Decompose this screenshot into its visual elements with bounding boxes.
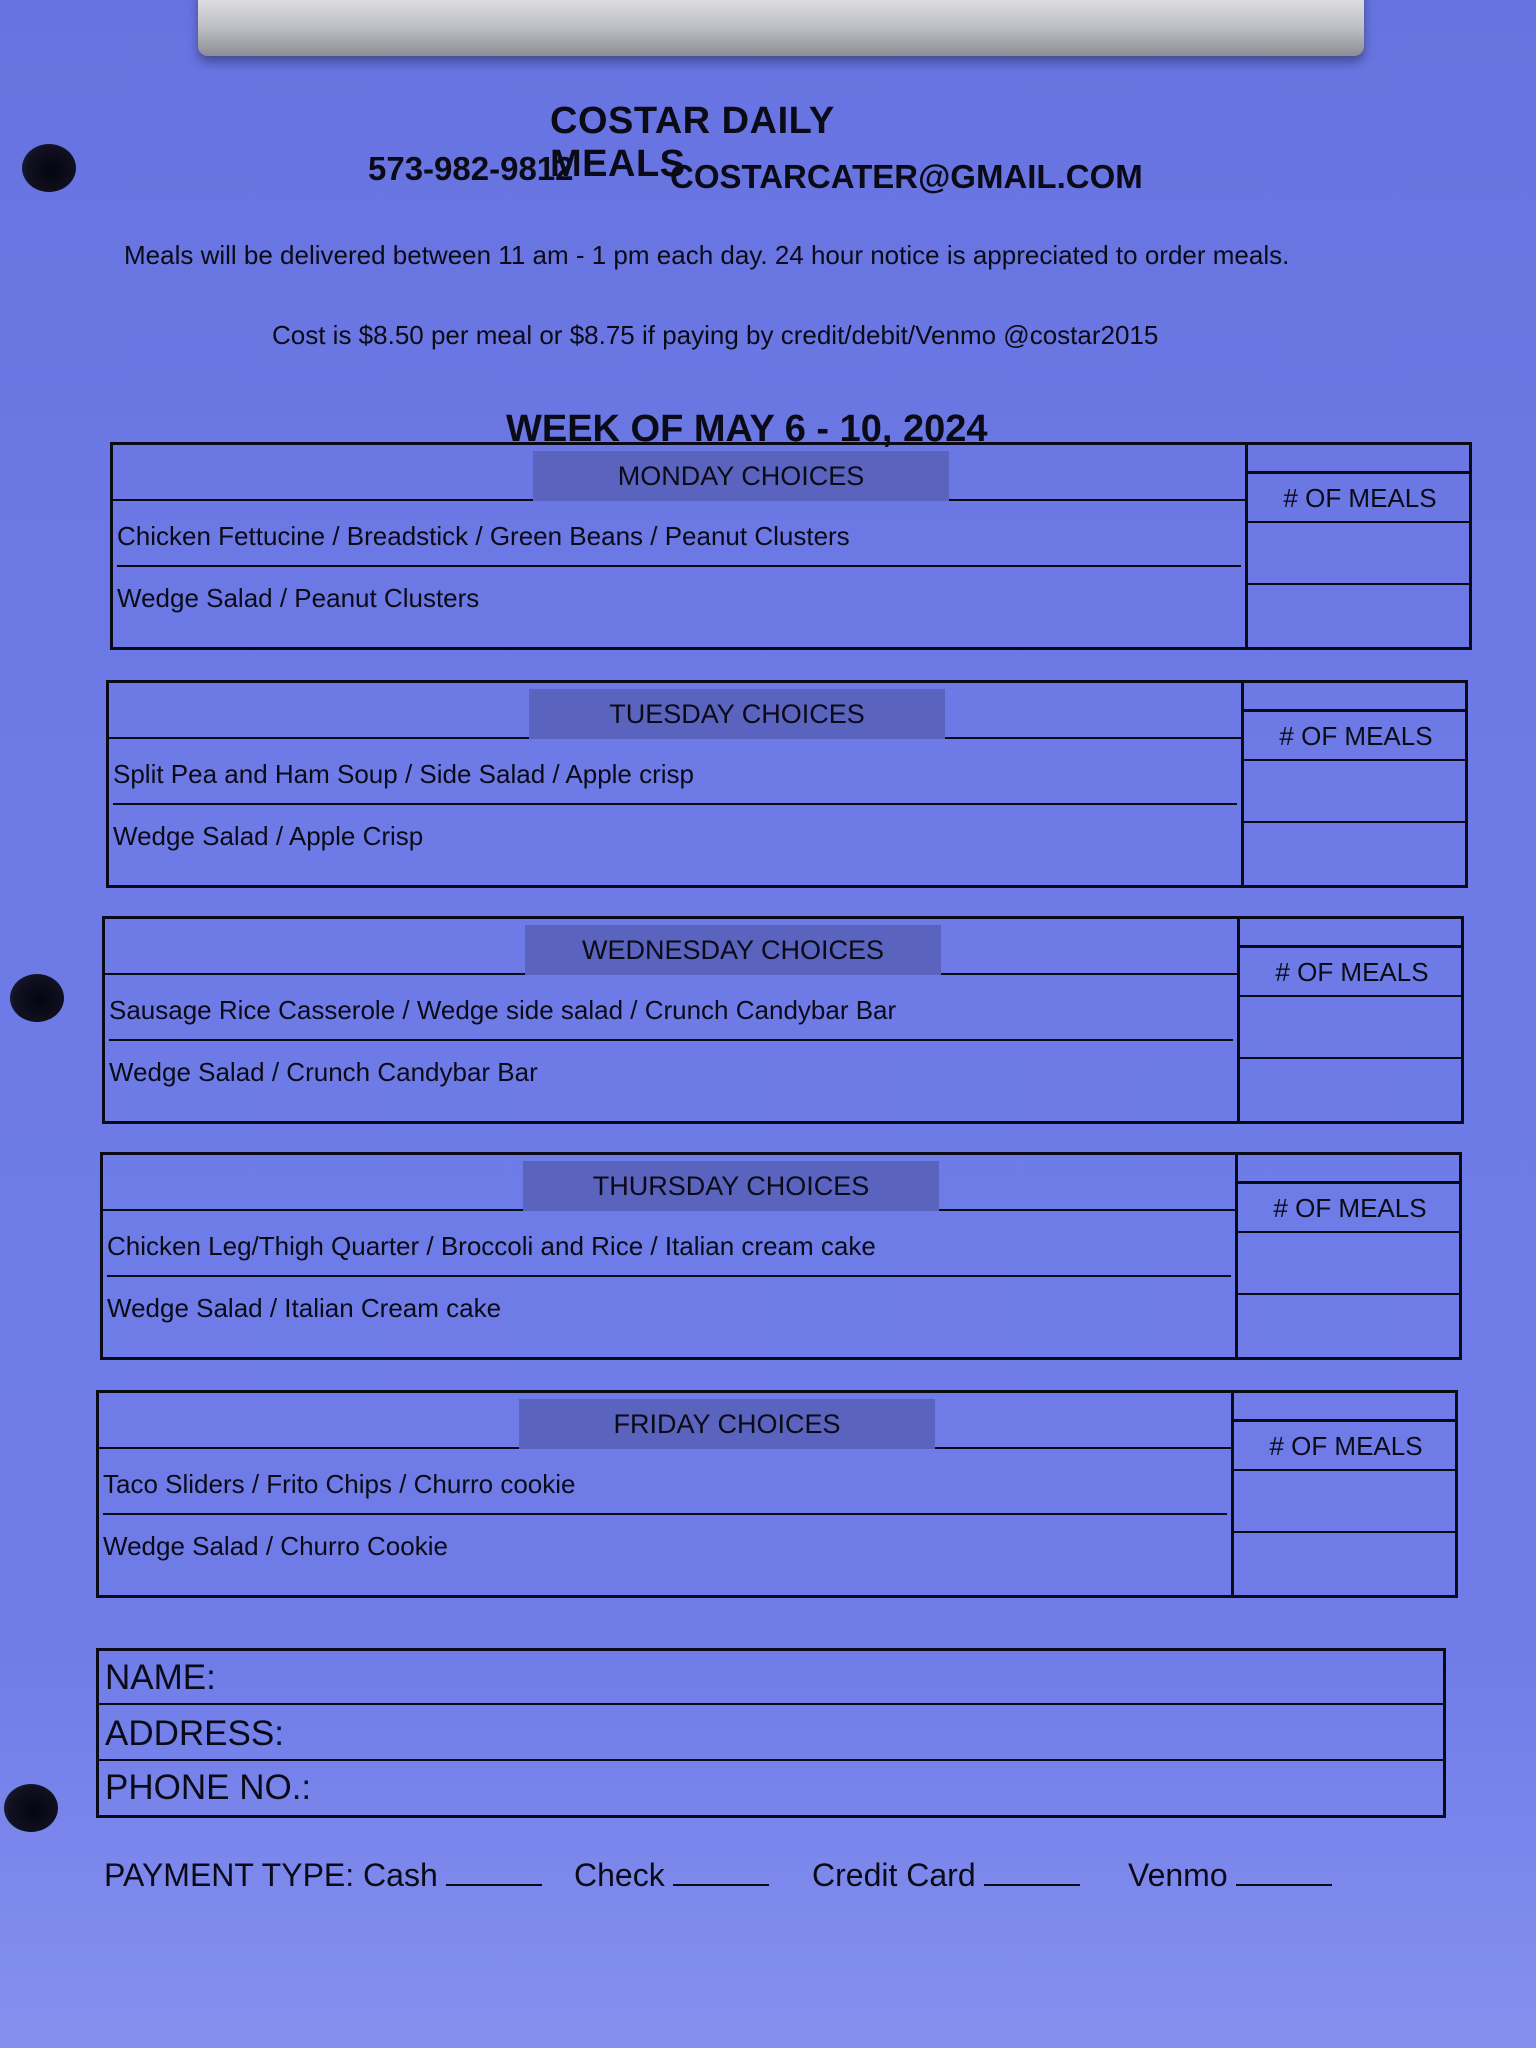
- menu-option: Split Pea and Ham Soup / Side Salad / Apple crisp: [113, 743, 1237, 805]
- payment-type-row: [104, 1850, 1404, 1900]
- payment-credit: [812, 1850, 1080, 1900]
- meals-count-field[interactable]: [1244, 761, 1468, 823]
- payment-check: [574, 1850, 769, 1900]
- day-label: WEDNESDAY CHOICES: [525, 925, 941, 975]
- clipboard-clip: [198, 0, 1364, 56]
- monday-table: [110, 442, 1472, 650]
- name-field[interactable]: [99, 1651, 1443, 1705]
- contact-table: [96, 1648, 1446, 1818]
- meals-count-field[interactable]: [1248, 585, 1472, 647]
- thursday-table: [100, 1152, 1462, 1360]
- week-heading: WEEK OF MAY 6 - 10, 2024: [506, 408, 988, 450]
- cash-blank[interactable]: [446, 1854, 542, 1886]
- punch-hole: [4, 1784, 58, 1832]
- table-header-row: [99, 1393, 1231, 1449]
- punch-hole: [22, 144, 76, 192]
- phone-number: 573-982-9812: [368, 150, 574, 187]
- menu-option: Wedge Salad / Italian Cream cake: [107, 1293, 502, 1323]
- email-address: COSTARCATER@GMAIL.COM: [670, 158, 1143, 195]
- table-header-row: [113, 445, 1245, 501]
- cost-note: Cost is $8.50 per meal or $8.75 if paying by credit/debit/Venmo @costar2015: [272, 320, 1159, 350]
- venmo-blank[interactable]: [1236, 1854, 1332, 1886]
- meals-count-field[interactable]: [1238, 1295, 1462, 1357]
- day-label: FRIDAY CHOICES: [519, 1399, 935, 1449]
- meals-column: [1237, 919, 1464, 1121]
- menu-option: Chicken Leg/Thigh Quarter / Broccoli and Rice / Italian cream cake: [107, 1215, 1231, 1277]
- menu-option: Wedge Salad / Peanut Clusters: [117, 583, 480, 613]
- meals-header: # OF MEALS: [1248, 471, 1472, 523]
- credit-label: Credit Card: [812, 1857, 976, 1893]
- meals-count-field[interactable]: [1234, 1471, 1458, 1533]
- payment-label: PAYMENT TYPE: Cash: [104, 1857, 438, 1893]
- friday-table: [96, 1390, 1458, 1598]
- page-title: COSTAR DAILY MEALS: [550, 100, 835, 185]
- delivery-note: Meals will be delivered between 11 am - 1 pm each day. 24 hour notice is appreciated to order meals.: [124, 240, 1290, 270]
- name-label: NAME:: [105, 1658, 216, 1697]
- punch-hole: [10, 974, 64, 1022]
- meals-header: # OF MEALS: [1234, 1419, 1458, 1471]
- phone-field[interactable]: [99, 1761, 1443, 1815]
- check-blank[interactable]: [673, 1854, 769, 1886]
- meals-column: [1241, 683, 1468, 885]
- meals-column: [1235, 1155, 1462, 1357]
- payment-venmo: [1128, 1850, 1332, 1900]
- meals-count-field[interactable]: [1238, 1233, 1462, 1295]
- address-field[interactable]: [99, 1707, 1443, 1761]
- meals-count-field[interactable]: [1244, 823, 1468, 885]
- tuesday-table: [106, 680, 1468, 888]
- wednesday-table: [102, 916, 1464, 1124]
- meals-header: # OF MEALS: [1244, 709, 1468, 761]
- table-header-row: [105, 919, 1237, 975]
- menu-option: Chicken Fettucine / Breadstick / Green Beans / Peanut Clusters: [117, 505, 1241, 567]
- meals-count-field[interactable]: [1240, 997, 1464, 1059]
- meals-header: # OF MEALS: [1240, 945, 1464, 997]
- table-header-row: [109, 683, 1241, 739]
- menu-option: Taco Sliders / Frito Chips / Churro cookie: [103, 1453, 1227, 1515]
- payment-cash: [104, 1850, 542, 1900]
- meals-count-field[interactable]: [1240, 1059, 1464, 1121]
- meals-column: [1231, 1393, 1458, 1595]
- address-label: ADDRESS:: [105, 1714, 284, 1753]
- phone-label: PHONE NO.:: [105, 1768, 312, 1807]
- meals-column: [1245, 445, 1472, 647]
- meals-count-field[interactable]: [1234, 1533, 1458, 1595]
- menu-option: Wedge Salad / Crunch Candybar Bar: [109, 1057, 538, 1087]
- table-header-row: [103, 1155, 1235, 1211]
- meals-count-field[interactable]: [1248, 523, 1472, 585]
- check-label: Check: [574, 1857, 665, 1893]
- venmo-label: Venmo: [1128, 1857, 1228, 1893]
- day-label: MONDAY CHOICES: [533, 451, 949, 501]
- menu-option: Wedge Salad / Churro Cookie: [103, 1531, 448, 1561]
- day-label: TUESDAY CHOICES: [529, 689, 945, 739]
- menu-option: Wedge Salad / Apple Crisp: [113, 821, 424, 851]
- day-label: THURSDAY CHOICES: [523, 1161, 939, 1211]
- credit-blank[interactable]: [984, 1854, 1080, 1886]
- menu-option: Sausage Rice Casserole / Wedge side salad / Crunch Candybar Bar: [109, 979, 1233, 1041]
- meals-header: # OF MEALS: [1238, 1181, 1462, 1233]
